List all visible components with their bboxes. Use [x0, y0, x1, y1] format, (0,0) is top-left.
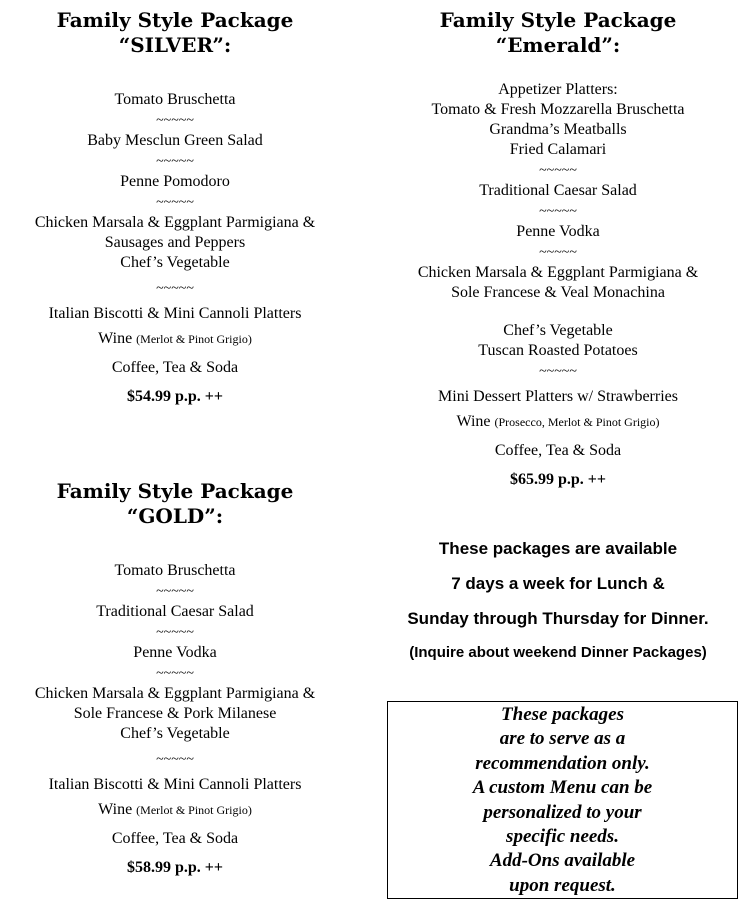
emerald-item-pasta: Penne Vodka — [516, 223, 600, 240]
availability-line1: These packages are available — [438, 539, 678, 558]
gold-item-entree-line1: Chicken Marsala & Eggplant Parmigiana & — [34, 685, 316, 702]
emerald-item-vegetable: Chef’s Vegetable — [503, 322, 613, 339]
wine-note: (Merlot & Pinot Grigio) — [136, 803, 252, 817]
emerald-appetizer-heading: Appetizer Platters: — [498, 81, 618, 98]
emerald-item-wine — [385, 412, 731, 432]
note-line2: are to serve as a — [499, 728, 626, 750]
note-line6: specific needs. — [506, 826, 619, 848]
separator: ~~~~~ — [539, 163, 577, 178]
emerald-item-entree-line1: Chicken Marsala & Eggplant Parmigiana & — [417, 264, 699, 281]
emerald-item-potatoes: Tuscan Roasted Potatoes — [478, 342, 638, 359]
emerald-item-salad: Traditional Caesar Salad — [479, 182, 637, 199]
separator: ~~~~~ — [156, 195, 194, 210]
gold-item-dessert: Italian Biscotti & Mini Cannoli Platters — [48, 776, 302, 793]
gold-item-bruschetta: Tomato Bruschetta — [114, 562, 236, 579]
wine-label: Wine — [456, 413, 491, 430]
emerald-appetizer-3: Fried Calamari — [509, 141, 607, 158]
separator: ~~~~~ — [156, 584, 194, 599]
separator: ~~~~~ — [156, 752, 194, 767]
emerald-price: $65.99 p.p. ++ — [509, 471, 607, 488]
gold-title-line1: Family Style Package — [56, 479, 294, 503]
separator: ~~~~~ — [156, 666, 194, 681]
note-line8: upon request. — [509, 874, 616, 896]
silver-item-entree-line3: Chef’s Vegetable — [120, 254, 230, 271]
gold-item-entree-line2: Sole Francese & Pork Milanese — [73, 705, 277, 722]
wine-label: Wine — [98, 330, 133, 347]
separator: ~~~~~ — [156, 625, 194, 640]
availability-line4: (Inquire about weekend Dinner Packages) — [409, 644, 707, 661]
emerald-item-entree-line2: Sole Francese & Veal Monachina — [451, 284, 665, 301]
silver-package — [2, 8, 348, 407]
silver-item-entree-line2: Sausages and Peppers — [104, 234, 246, 251]
separator: ~~~~~ — [156, 281, 194, 296]
silver-title-line1: Family Style Package — [56, 8, 294, 32]
emerald-title-line2: “Emerald”: — [495, 33, 621, 57]
recommendation-note-box — [387, 701, 738, 899]
silver-item-dessert: Italian Biscotti & Mini Cannoli Platters — [48, 305, 302, 322]
gold-item-salad: Traditional Caesar Salad — [96, 603, 254, 620]
emerald-appetizer-1: Tomato & Fresh Mozzarella Bruschetta — [431, 101, 685, 118]
availability-line3: Sunday through Thursday for Dinner. — [407, 609, 709, 628]
emerald-package — [385, 8, 731, 490]
gold-item-entree-line3: Chef’s Vegetable — [120, 725, 230, 742]
silver-price: $54.99 p.p. ++ — [126, 388, 224, 405]
gold-item-drinks: Coffee, Tea & Soda — [111, 830, 239, 847]
separator: ~~~~~ — [539, 245, 577, 260]
separator: ~~~~~ — [539, 364, 577, 379]
gold-package — [2, 479, 348, 878]
separator: ~~~~~ — [156, 113, 194, 128]
gold-item-pasta: Penne Vodka — [133, 644, 217, 661]
note-line5: personalized to your — [483, 801, 642, 823]
wine-note: (Merlot & Pinot Grigio) — [136, 332, 252, 346]
wine-label: Wine — [98, 801, 133, 818]
silver-item-wine — [2, 329, 348, 349]
availability-info — [384, 538, 732, 663]
separator: ~~~~~ — [156, 154, 194, 169]
silver-item-pasta: Penne Pomodoro — [120, 173, 230, 190]
emerald-item-dessert: Mini Dessert Platters w/ Strawberries — [438, 388, 678, 405]
emerald-appetizer-2: Grandma’s Meatballs — [489, 121, 627, 138]
gold-item-wine — [2, 800, 348, 820]
emerald-item-drinks: Coffee, Tea & Soda — [494, 442, 622, 459]
note-line4: A custom Menu can be — [472, 777, 653, 799]
separator: ~~~~~ — [539, 204, 577, 219]
note-line7: Add-Ons available — [489, 850, 636, 872]
silver-title-line2: “SILVER”: — [118, 33, 232, 57]
silver-item-drinks: Coffee, Tea & Soda — [111, 359, 239, 376]
gold-price: $58.99 p.p. ++ — [126, 859, 224, 876]
availability-line2: 7 days a week for Lunch & — [451, 574, 665, 593]
note-line3: recommendation only. — [475, 752, 650, 774]
silver-item-salad: Baby Mesclun Green Salad — [87, 132, 263, 149]
note-line1: These packages — [501, 704, 624, 725]
gold-title-line2: “GOLD”: — [126, 504, 224, 528]
wine-note: (Prosecco, Merlot & Pinot Grigio) — [494, 415, 660, 429]
silver-item-entree-line1: Chicken Marsala & Eggplant Parmigiana & — [34, 214, 316, 231]
emerald-title-line1: Family Style Package — [439, 8, 677, 32]
silver-item-bruschetta: Tomato Bruschetta — [114, 91, 236, 108]
